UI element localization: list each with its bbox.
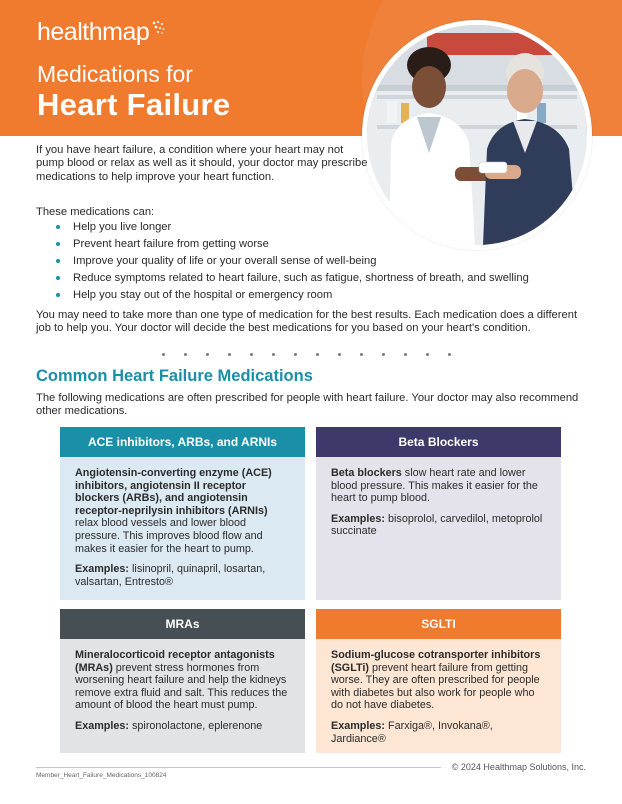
examples-text: lisinopril, quinapril, losartan, valsartan, Entresto®	[75, 563, 266, 588]
benefits-list	[56, 221, 529, 306]
card-text: slow heart rate and lower blood pressure. This makes it easier for the heart to pump blood.	[331, 467, 538, 505]
card-term: Mineralocorticoid receptor antagonists (MRAs)	[75, 649, 275, 674]
examples-label: Examples:	[331, 512, 386, 525]
card-body	[316, 457, 561, 600]
card-examples	[331, 513, 547, 538]
bullet-icon	[56, 225, 60, 229]
section-intro: The following medications are often prescribed for people with heart failure. Your doctor may also recommend other medications.	[36, 392, 579, 418]
card-text: prevent stress hormones from worsening heart failure and help the kidneys remove extra fluid and salt. This reduces the amount of blood the heart must pump.	[75, 661, 288, 712]
card-header: ACE inhibitors, ARBs, and ARNIs	[60, 427, 305, 457]
card-examples	[331, 720, 547, 745]
examples-label: Examples:	[75, 719, 130, 732]
card-header: Beta Blockers	[316, 427, 561, 457]
card-header: MRAs	[60, 609, 305, 639]
card-text: prevent heart failure from getting worse. They are often prescribed for people with diabetes but also work for people who do not have diabetes.	[331, 661, 540, 712]
card-examples	[75, 563, 291, 588]
card-description	[75, 649, 291, 712]
bullet-icon	[56, 259, 60, 263]
document-id: Member_Heart_Failure_Medications_100824	[36, 772, 167, 779]
card-description	[75, 467, 291, 555]
benefit-text: Help you live longer	[73, 221, 172, 233]
list-item	[56, 272, 529, 289]
benefit-text: Improve your quality of life or your overall sense of well-being	[73, 255, 377, 267]
logo-text: healthmap	[37, 18, 150, 46]
card-sglti	[316, 609, 561, 753]
card-text: relax blood vessels and lower blood pressure. This improves blood flow and makes it easier for the heart to pump.	[75, 517, 263, 555]
card-body	[60, 639, 305, 753]
page-title: Heart Failure	[37, 87, 231, 122]
bullet-icon	[56, 242, 60, 246]
copyright: © 2024 Healthmap Solutions, Inc.	[451, 762, 586, 772]
card-description	[331, 467, 547, 505]
card-body	[60, 457, 305, 600]
examples-text: bisoprolol, carvedilol, metoprolol succinate	[331, 512, 543, 538]
card-body	[316, 639, 561, 753]
examples-text: spironolactone, eplerenone	[129, 719, 263, 732]
card-beta-blockers	[316, 427, 561, 600]
benefits-lead: These medications can:	[36, 206, 155, 218]
photo-illustration	[367, 25, 587, 245]
card-term: Sodium-glucose cotransporter inhibitors (SGLTi)	[331, 649, 541, 674]
footer-divider	[36, 767, 441, 768]
pharmacist-patient-photo	[362, 20, 592, 250]
multiple-medications-paragraph: You may need to take more than one type of medication for the best results. Each medication does a different job to help you. Your doctor will decide the best medications for you based on your heart's condition.	[36, 309, 578, 335]
list-item	[56, 255, 529, 272]
card-term: Beta blockers	[331, 467, 402, 479]
section-title: Common Heart Failure Medications	[36, 367, 313, 385]
bullet-icon	[56, 293, 60, 297]
card-description	[331, 649, 547, 712]
examples-label: Examples:	[75, 563, 130, 576]
list-item	[56, 289, 529, 306]
title-subline: Medications for	[37, 61, 193, 87]
benefit-text: Prevent heart failure from getting worse	[73, 238, 269, 250]
benefit-text: Help you stay out of the hospital or emergency room	[73, 289, 333, 301]
logo-sparkle-icon	[151, 20, 165, 36]
dotted-divider	[160, 353, 460, 357]
list-item	[56, 238, 529, 255]
examples-label: Examples:	[331, 719, 386, 732]
brand-logo	[37, 18, 165, 47]
card-ace-arb-arni	[60, 427, 305, 600]
card-examples	[75, 720, 291, 733]
examples-text: Farxiga®, Invokana®, Jardiance®	[331, 719, 493, 745]
list-item	[56, 221, 529, 238]
bullet-icon	[56, 276, 60, 280]
benefit-text: Reduce symptoms related to heart failure, such as fatigue, shortness of breath, and swelling	[73, 272, 529, 284]
intro-paragraph: If you have heart failure, a condition where your heart may not pump blood or relax as well as it should, your doctor may prescribe medications to help improve your heart function.	[36, 144, 368, 183]
card-header: SGLTI	[316, 609, 561, 639]
card-mras	[60, 609, 305, 753]
card-term: Angiotensin-converting enzyme (ACE) inhibitors, angiotensin II receptor blockers (ARBs), and angiotensin receptor-neprilysin inhibitors (ARNIs)	[75, 467, 272, 517]
